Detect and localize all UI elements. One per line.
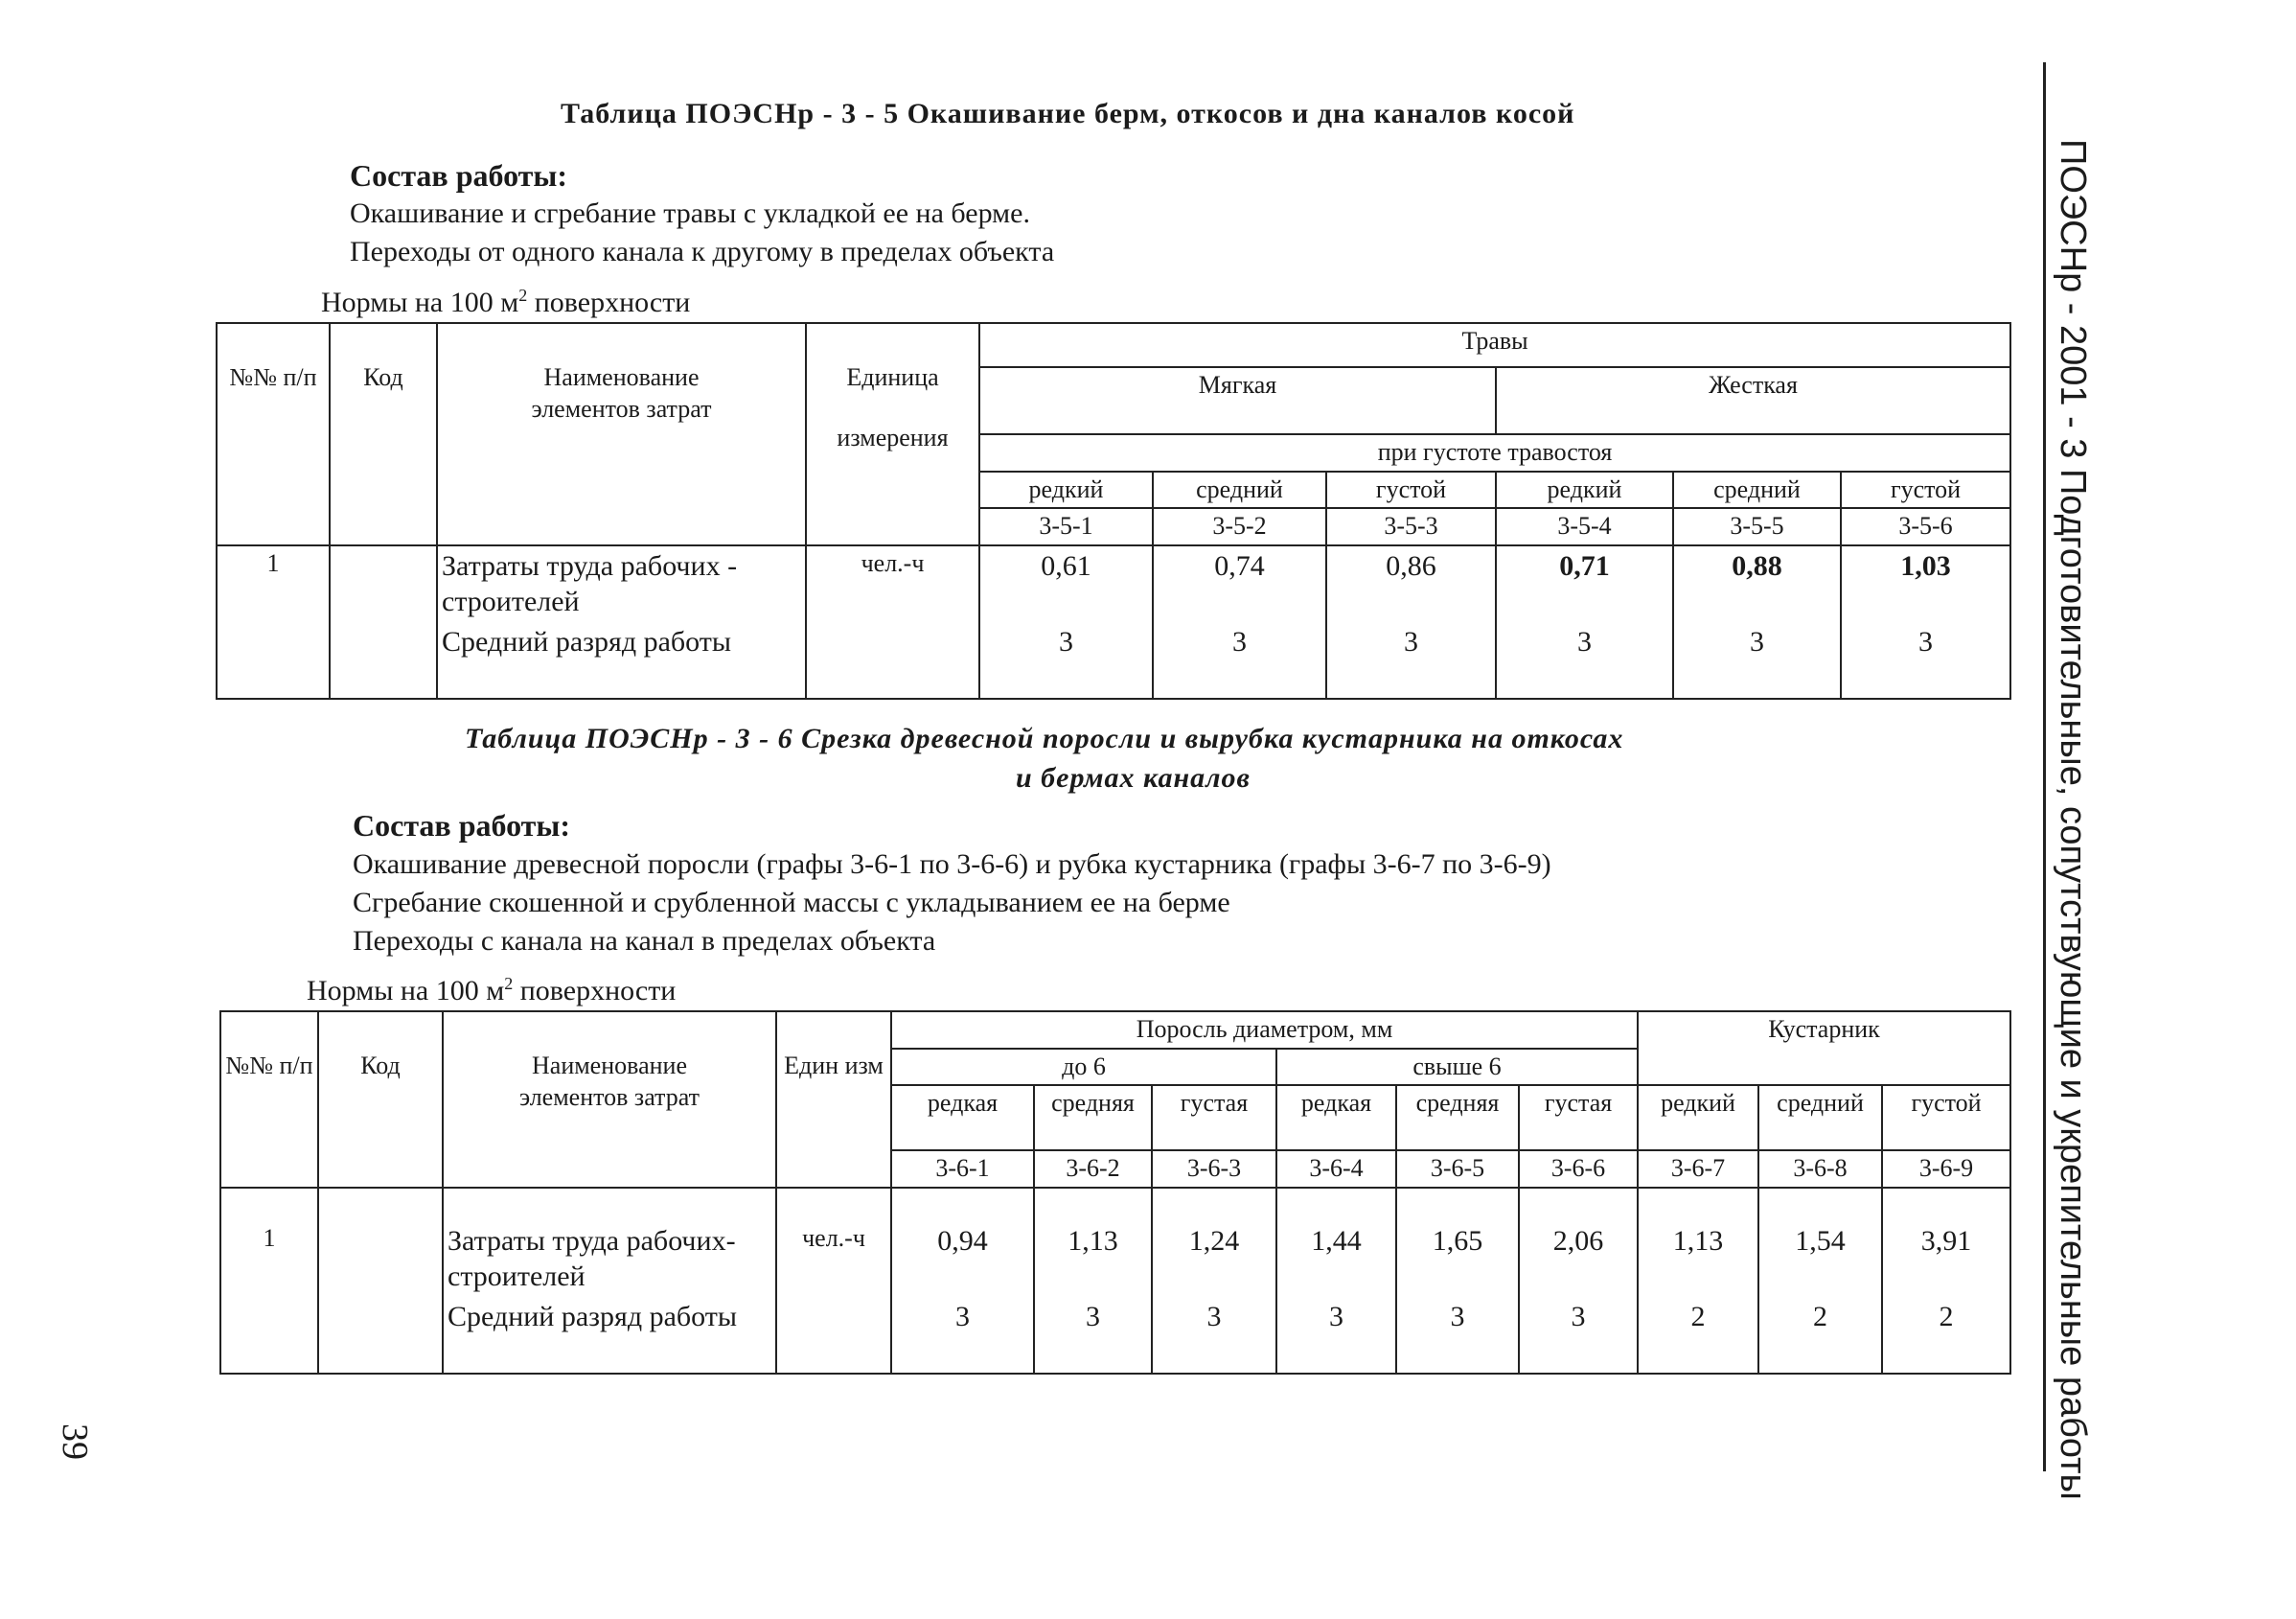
t6-row2-label: Средний разряд работы	[443, 1297, 776, 1374]
t5-h-density: при густоте травостоя	[979, 434, 2010, 472]
t5-code-6: 3-5-6	[1841, 508, 2010, 545]
t5-sostav-line-1: Окашивание и сгребание травы с укладкой ее на берме.	[350, 197, 1030, 229]
t5-h-hard: Жесткая	[1496, 367, 2010, 434]
t6-row1-val-8: 1,54	[1758, 1188, 1882, 1297]
t6-sub-3: густая	[1152, 1085, 1276, 1150]
t5-sostav-line-2: Переходы от одного канала к другому в пределах объекта	[350, 236, 1055, 267]
t5-h-soft: Мягкая	[979, 367, 1496, 434]
t6-row2-val-6: 3	[1519, 1297, 1638, 1374]
t5-sub-5: средний	[1673, 472, 1841, 509]
t5-row1-val-4: 0,71	[1496, 545, 1673, 622]
t6-code-9: 3-6-9	[1882, 1150, 2010, 1188]
t5-sub-3: густой	[1326, 472, 1496, 509]
t6-sub-5: средняя	[1396, 1085, 1519, 1150]
t5-norm-suffix: поверхности	[527, 287, 691, 318]
t5-h-nn: №№ п/п	[217, 323, 330, 545]
t5-code-1: 3-5-1	[979, 508, 1153, 545]
t6-h-sv6: свыше 6	[1276, 1049, 1638, 1086]
t5-sub-1: редкий	[979, 472, 1153, 509]
t6-row1-val-7: 1,13	[1638, 1188, 1758, 1297]
t5-row1-val-1: 0,61	[979, 545, 1153, 622]
t6-table	[219, 1010, 2011, 1375]
t6-sub-1: редкая	[891, 1085, 1034, 1150]
t6-h-do6: до 6	[891, 1049, 1276, 1086]
t5-row2-val-4: 3	[1496, 622, 1673, 699]
t5-title: Таблица ПОЭСНр - 3 - 5 Окашивание берм, откосов и дна каналов косой	[561, 98, 1575, 129]
t6-row1-unit: чел.-ч	[776, 1188, 891, 1374]
t5-row1-val-2: 0,74	[1153, 545, 1326, 622]
t6-sub-7: редкий	[1638, 1085, 1758, 1150]
t6-row1-label: Затраты труда рабочих-строителей	[443, 1188, 776, 1297]
t6-row1-val-5: 1,65	[1396, 1188, 1519, 1297]
t6-code-4: 3-6-4	[1276, 1150, 1396, 1188]
t5-norm-prefix: Нормы на 100 м	[321, 287, 519, 318]
t5-h-unit-1: Единица	[846, 363, 939, 391]
page-number: 39	[55, 1423, 95, 1460]
t6-row2-val-9: 2	[1882, 1297, 2010, 1374]
t6-h-kod: Код	[318, 1011, 443, 1188]
t6-sub-8: средний	[1758, 1085, 1882, 1150]
t5-row2-label: Средний разряд работы	[437, 622, 806, 699]
t5-code-4: 3-5-4	[1496, 508, 1673, 545]
t6-code-7: 3-6-7	[1638, 1150, 1758, 1188]
t6-title-1: Таблица ПОЭСНр - 3 - 6 Срезка древесной поросли и вырубка кустарника на откосах	[465, 723, 1624, 754]
t6-row2-val-4: 3	[1276, 1297, 1396, 1374]
t5-row2-val-6: 3	[1841, 622, 2010, 699]
t6-row1-val-9: 3,91	[1882, 1188, 2010, 1297]
t5-sostav-heading: Состав работы:	[350, 158, 568, 193]
t6-row1-val-4: 1,44	[1276, 1188, 1396, 1297]
t5-row1-unit: чел.-ч	[806, 545, 979, 699]
t5-row1-val-5: 0,88	[1673, 545, 1841, 622]
t6-h-kust: Кустарник	[1638, 1011, 2010, 1085]
t6-row2-val-3: 3	[1152, 1297, 1276, 1374]
t5-code-3: 3-5-3	[1326, 508, 1496, 545]
t6-sub-2: средняя	[1034, 1085, 1152, 1150]
t6-sostav-line-2: Сгребание скошенной и срубленной массы с укладыванием ее на берме	[353, 887, 1230, 918]
t5-sub-2: средний	[1153, 472, 1326, 509]
t5-row2-val-3: 3	[1326, 622, 1496, 699]
t5-row2-val-5: 3	[1673, 622, 1841, 699]
t6-row2-val-2: 3	[1034, 1297, 1152, 1374]
side-rule	[2043, 62, 2046, 1471]
t6-norm-caption	[307, 974, 676, 1007]
t5-row2-val-1: 3	[979, 622, 1153, 699]
t5-norm-caption	[321, 286, 690, 319]
t5-row1-val-3: 0,86	[1326, 545, 1496, 622]
t5-row1-val-6: 1,03	[1841, 545, 2010, 622]
t6-row1-val-1: 0,94	[891, 1188, 1034, 1297]
t5-h-travy: Травы	[979, 323, 2010, 367]
t6-norm-suffix: поверхности	[513, 975, 677, 1006]
t6-row2-val-5: 3	[1396, 1297, 1519, 1374]
t5-code-5: 3-5-5	[1673, 508, 1841, 545]
t5-sub-6: густой	[1841, 472, 2010, 509]
t6-sostav-heading: Состав работы:	[353, 808, 571, 843]
t5-row-n: 1	[217, 545, 330, 699]
side-header-text: ПОЭСНр - 2001 - 3 Подготовительные, сопутствующие и укрепительные работы	[2053, 139, 2093, 1500]
t6-h-unit: Един изм	[776, 1011, 891, 1188]
t5-table	[216, 322, 2011, 700]
t6-norm-sup: 2	[504, 974, 514, 993]
t5-h-kod: Код	[330, 323, 437, 545]
t5-code-2: 3-5-2	[1153, 508, 1326, 545]
t5-h-unit	[806, 323, 979, 545]
t6-row2-val-1: 3	[891, 1297, 1034, 1374]
t6-code-6: 3-6-6	[1519, 1150, 1638, 1188]
t6-h-porosl: Поросль диаметром, мм	[891, 1011, 1638, 1049]
t6-code-8: 3-6-8	[1758, 1150, 1882, 1188]
t6-row2-val-7: 2	[1638, 1297, 1758, 1374]
t5-h-unit-2: измерения	[837, 423, 949, 451]
t5-row2-val-2: 3	[1153, 622, 1326, 699]
t6-sub-4: редкая	[1276, 1085, 1396, 1150]
t6-code-2: 3-6-2	[1034, 1150, 1152, 1188]
t6-title-2: и бермах каналов	[1016, 762, 1251, 794]
t5-row1-label: Затраты труда рабочих - строителей	[437, 545, 806, 622]
t6-h-name: Наименование элементов затрат	[443, 1011, 776, 1188]
t6-row-n: 1	[220, 1188, 318, 1374]
t5-h-name: Наименование элементов затрат	[437, 323, 806, 545]
t6-row1-val-2: 1,13	[1034, 1188, 1152, 1297]
t6-code-1: 3-6-1	[891, 1150, 1034, 1188]
t6-sostav-line-1: Окашивание древесной поросли (графы 3-6-1 по 3-6-6) и рубка кустарника (графы 3-6-7 по 3-6-9)	[353, 848, 1551, 880]
t6-sub-6: густая	[1519, 1085, 1638, 1150]
t5-row-kod	[330, 545, 437, 699]
t6-row2-val-8: 2	[1758, 1297, 1882, 1374]
t6-norm-prefix: Нормы на 100 м	[307, 975, 505, 1006]
t6-sostav-line-3: Переходы с канала на канал в пределах объекта	[353, 925, 936, 957]
t6-code-5: 3-6-5	[1396, 1150, 1519, 1188]
t5-norm-sup: 2	[518, 286, 528, 305]
t6-h-nn: №№ п/п	[220, 1011, 318, 1188]
t6-row-kod	[318, 1188, 443, 1374]
t6-row1-val-6: 2,06	[1519, 1188, 1638, 1297]
t5-sub-4: редкий	[1496, 472, 1673, 509]
t6-code-3: 3-6-3	[1152, 1150, 1276, 1188]
side-header	[2041, 62, 2099, 1500]
t6-row1-val-3: 1,24	[1152, 1188, 1276, 1297]
t6-sub-9: густой	[1882, 1085, 2010, 1150]
